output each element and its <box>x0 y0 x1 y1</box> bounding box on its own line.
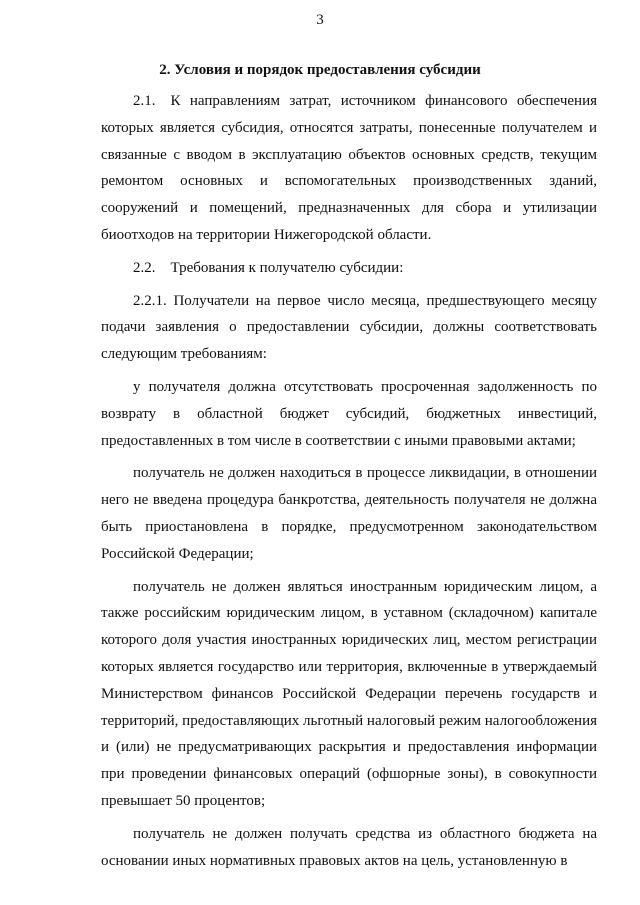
paragraph-2-1: 2.1. К направлениям затрат, источником финансового обеспечения которых является субсидия, относятся затраты, понесенные получателем и связанные с вводом в эксплуатацию объектов основных средств, текущим ремонтом основных и вспомогательных производственных зданий, сооружений и помещений, предназначенных для сбора и утилизации биоотходов на территории Нижегородской области. <box>101 93 597 243</box>
requirement-no-debt: у получателя должна отсутствовать просроченная задолженность по возврату в областной бюджет субсидий, бюджетных инвестиций, предоставленных в том числе в соответствии с иными правовыми актами; <box>101 378 597 449</box>
body-text <box>101 88 597 874</box>
paragraph-2-2: 2.2. Требования к получателю субсидии: <box>133 259 404 276</box>
requirement-no-other-funds: получатель не должен получать средства из областного бюджета на основании иных нормативных правовых актов на цель, установленную в <box>101 825 597 869</box>
section-heading: 2. Условия и порядок предоставления субсидии <box>159 62 481 78</box>
requirement-not-foreign: получатель не должен являться иностранным юридическим лицом, а также российским юридическим лицом, в уставном (складочном) капитале которого доля участия иностранных юридических лиц, местом регистрации которых является государство или территория, включенные в утверждаемый Министерством финансов Российской Федерации перечень государств и территорий, предоставляющих льготный налоговый режим налогообложения и (или) не предусматривающих раскрытия и предоставления информации при проведении финансовых операций (офшорные зоны), в совокупности превышает 50 процентов; <box>101 578 597 809</box>
paragraph-2-2-1: 2.2.1. Получатели на первое число месяца, предшествующего месяцу подачи заявления о предоставлении субсидии, должны соответствовать следующим требованиям: <box>101 292 597 363</box>
requirement-no-liquidation: получатель не должен находиться в процессе ликвидации, в отношении него не введена процедура банкротства, деятельность получателя не должна быть приостановлена в порядке, предусмотренном законодательством Российской Федерации; <box>101 465 597 562</box>
page-number: 3 <box>316 12 324 28</box>
